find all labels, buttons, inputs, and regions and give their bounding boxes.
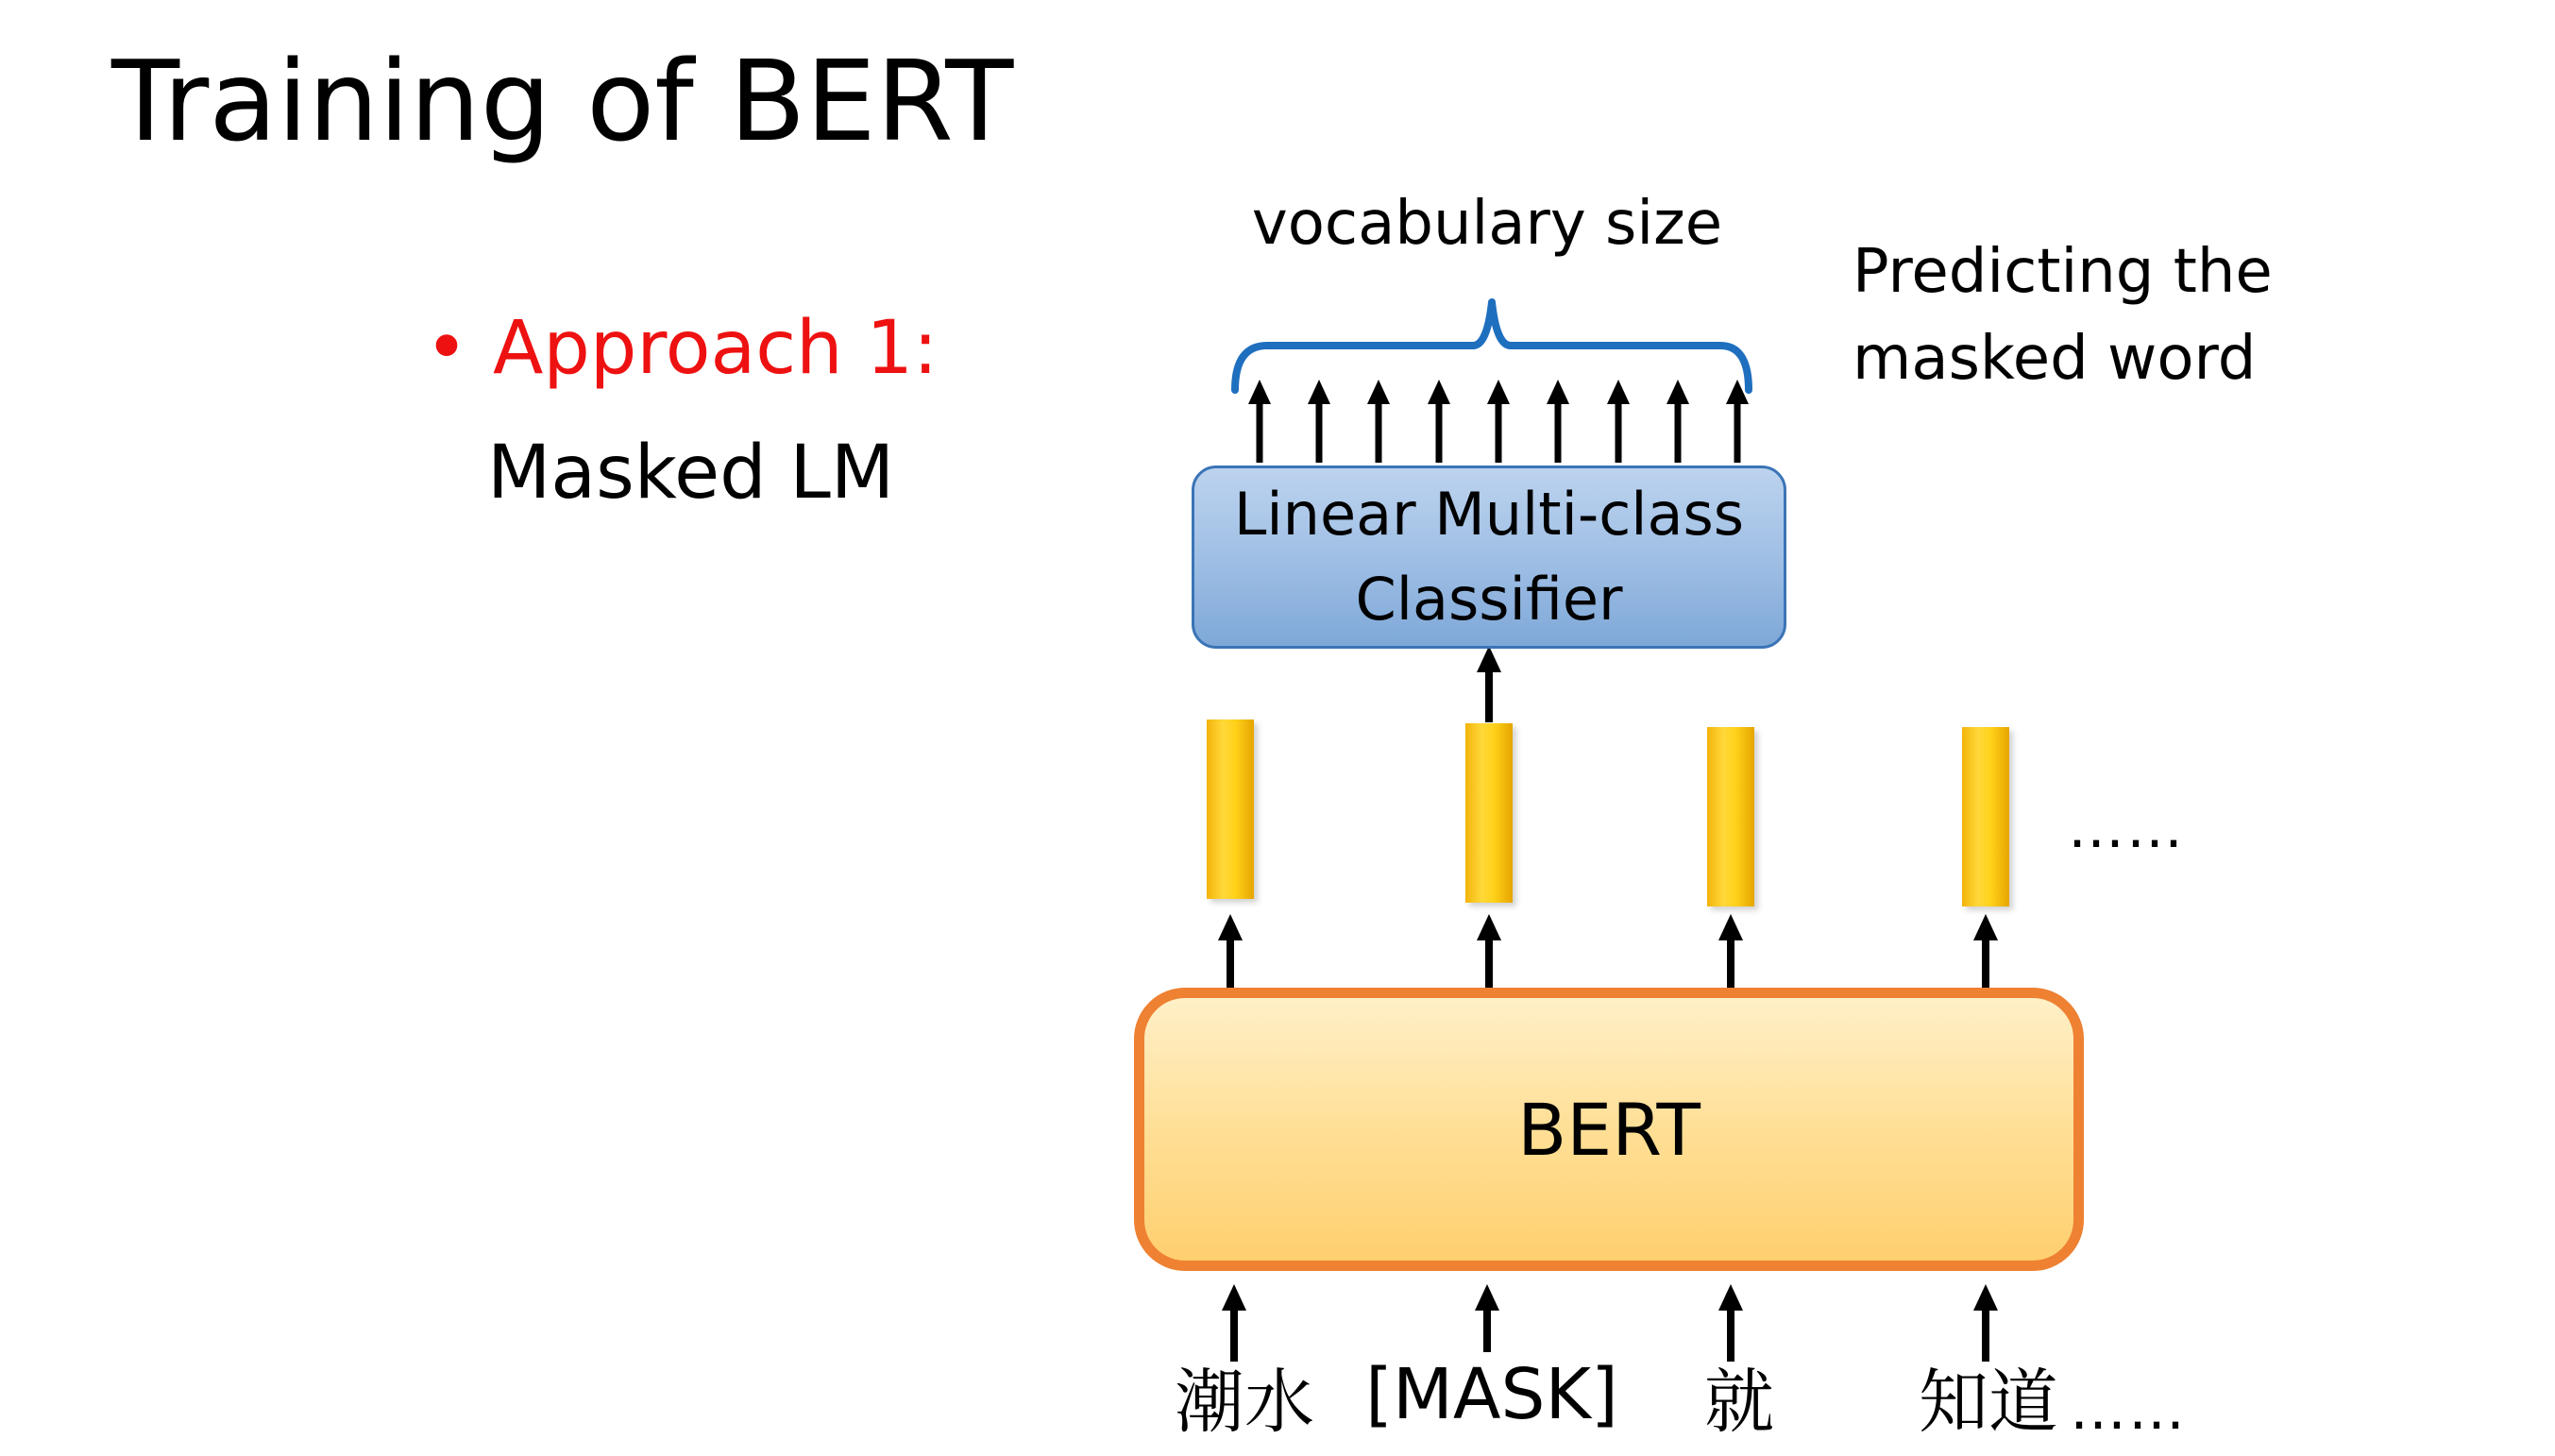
output-arrowhead xyxy=(1487,380,1510,404)
token-2-text: [MASK] xyxy=(1365,1354,1618,1435)
bullet-marker: • xyxy=(425,306,469,391)
token-input-arrowhead xyxy=(1222,1284,1246,1311)
bert-output-arrowhead xyxy=(1218,914,1243,940)
embedding-vector-4 xyxy=(1962,727,2009,906)
vector-ellipsis: …… xyxy=(2068,795,2185,861)
token-input-arrowhead xyxy=(1475,1284,1499,1311)
bert-box xyxy=(1134,988,2084,1271)
token-3-text: 就 xyxy=(1704,1362,1774,1443)
predict-note-line2: masked word xyxy=(1853,324,2257,394)
predict-note-line1: Predicting the xyxy=(1853,237,2273,307)
token-input-arrowhead xyxy=(1718,1284,1743,1311)
slide-title: Training of BERT xyxy=(111,36,1014,166)
output-arrowhead xyxy=(1367,380,1390,404)
bert-output-arrowhead xyxy=(1718,914,1743,940)
token-to-bert-arrows xyxy=(1222,1284,1998,1362)
output-arrowhead xyxy=(1547,380,1569,404)
output-arrowhead xyxy=(1607,380,1630,404)
bullet-text: Approach 1: xyxy=(493,306,939,391)
vocab-size-text: vocabulary size xyxy=(1251,189,1723,259)
output-arrowhead xyxy=(1667,380,1689,404)
embedding-vector-3 xyxy=(1707,727,1754,906)
bert-output-arrowhead xyxy=(1973,914,1998,940)
token-1-text: 潮水 xyxy=(1175,1362,1314,1443)
vector-to-classifier-arrow xyxy=(1477,646,1501,722)
bullet-subtext: Masked LM xyxy=(487,431,895,516)
token-4-text: 知道 xyxy=(1919,1362,2058,1443)
embedding-vector-2 xyxy=(1465,723,1513,903)
output-arrowhead xyxy=(1308,380,1330,404)
vocab-brace xyxy=(1235,302,1749,390)
bert-label: BERT xyxy=(1517,1087,1701,1172)
token-ellipsis: …… xyxy=(2070,1377,2187,1443)
output-arrowheads xyxy=(1248,380,1749,404)
output-arrowhead xyxy=(1248,380,1271,404)
token-input-arrowhead xyxy=(1973,1284,1998,1311)
bert-to-vector-arrows xyxy=(1218,914,1998,993)
linear-classifier-box xyxy=(1192,466,1786,649)
embedding-vector-1 xyxy=(1207,720,1254,899)
output-arrowhead xyxy=(1428,380,1450,404)
classifier-label: Linear Multi-class Classifier xyxy=(1233,480,1745,634)
bert-output-arrowhead xyxy=(1477,914,1501,940)
